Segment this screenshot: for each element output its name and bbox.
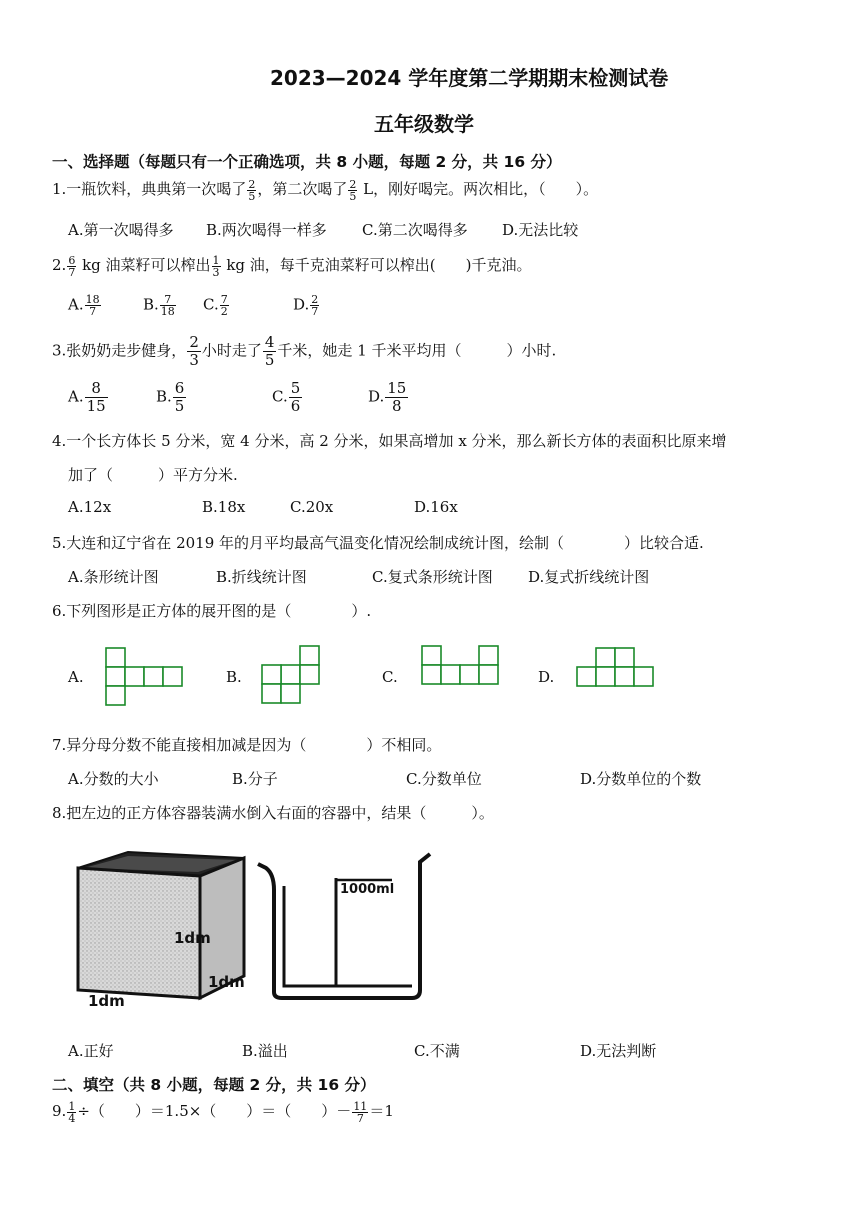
question-6: 6.下列图形是正方体的展开图的是（ ）. (52, 602, 372, 620)
question-9: 9. $\frac{1}{4}$ ÷（ ）＝1.5×（ ）＝（ ）－ $\frac{11}{7}$ ＝1 (52, 1099, 394, 1125)
section-heading-choice: 一、选择题（每题只有一个正确选项，共 8 小题，每题 2 分，共 16 分） (52, 153, 562, 171)
option[interactable]: A.12x (68, 498, 112, 516)
option[interactable]: B. $\frac{7}{18}$ (143, 293, 175, 318)
question-2: 2. $\frac{6}{7}$ kg 油菜籽可以榨出 $\frac{1}{3}$ kg 油，每千克油菜籽可以榨出( )千克油。 (52, 253, 532, 279)
page-title: 2023—2024 学年度第二学期期末检测试卷 (270, 66, 669, 90)
option-label[interactable]: B. (226, 668, 242, 686)
question-8: 8.把左边的正方体容器装满水倒入右面的容器中，结果（ ）。 (52, 804, 494, 822)
option[interactable]: C.复式条形统计图 (372, 568, 493, 586)
option[interactable]: B.折线统计图 (216, 568, 307, 586)
option[interactable]: D.复式折线统计图 (528, 568, 650, 586)
cube-height-label: 1dm (174, 929, 211, 947)
option[interactable]: B.分子 (232, 770, 278, 788)
option[interactable]: C.第二次喝得多 (362, 221, 468, 239)
option[interactable]: A.条形统计图 (68, 568, 159, 586)
beaker-capacity-label: 1000ml (340, 882, 395, 897)
question-1: 1.一瓶饮料，典典第一次喝了 $\frac{2}{5}$ ，第二次喝了 $\frac{2}{5}$ L，刚好喝完。两次相比，（ ）。 (52, 177, 599, 203)
question-4-cont: 加了（ ）平方分米. (68, 466, 238, 484)
option[interactable]: A. $\frac{8}{15}$ (68, 379, 106, 415)
option[interactable]: B. $\frac{6}{5}$ (156, 379, 185, 415)
option[interactable]: C.20x (290, 498, 334, 516)
cube-net-a (104, 646, 184, 708)
option[interactable]: C.分数单位 (406, 770, 482, 788)
option-label[interactable]: D. (538, 668, 555, 686)
question-4: 4.一个长方体长 5 分米，宽 4 分米，高 2 分米，如果高增加 x 分米，那么新长方体的表面积比原来增 (52, 432, 727, 450)
page-subtitle: 五年级数学 (374, 112, 474, 136)
cube-container-figure (70, 846, 250, 1016)
fraction: $\frac{1}{3}$ (212, 253, 220, 279)
cube-depth-label: 1dm (208, 973, 245, 991)
option-label[interactable]: A. (68, 668, 84, 686)
fraction: $\frac{2}{5}$ (349, 177, 357, 203)
question-5: 5.大连和辽宁省在 2019 年的月平均最高气温变化情况绘制成统计图，绘制（ ）比较合适. (52, 534, 704, 552)
option[interactable]: B.18x (202, 498, 246, 516)
option[interactable]: A. $\frac{18}{7}$ (68, 293, 100, 318)
fraction: $\frac{6}{7}$ (68, 253, 76, 279)
option[interactable]: A.分数的大小 (68, 770, 159, 788)
option[interactable]: D. $\frac{2}{7}$ (293, 293, 319, 318)
cube-net-d (575, 646, 655, 690)
fraction: $\frac{2}{5}$ (248, 177, 256, 203)
fraction: $\frac{11}{7}$ (353, 1099, 368, 1125)
option[interactable]: B.溢出 (242, 1042, 288, 1060)
cube-width-label: 1dm (88, 992, 125, 1010)
option[interactable]: D.无法判断 (580, 1042, 657, 1060)
cube-net-c (420, 644, 500, 688)
fraction: $\frac{2}{3}$ (189, 333, 199, 369)
option[interactable]: A.第一次喝得多 (68, 221, 174, 239)
option[interactable]: D.无法比较 (502, 221, 579, 239)
option[interactable]: C.不满 (414, 1042, 460, 1060)
option[interactable]: D. $\frac{15}{8}$ (368, 379, 407, 415)
option[interactable]: C. $\frac{7}{2}$ (203, 293, 228, 318)
fraction: $\frac{1}{4}$ (68, 1099, 76, 1125)
section-heading-fill: 二、填空（共 8 小题，每题 2 分，共 16 分） (52, 1076, 376, 1094)
question-3: 3.张奶奶走步健身， $\frac{2}{3}$ 小时走了 $\frac{4}{5}$ 千米，她走 1 千米平均用（ ）小时. (52, 333, 557, 369)
option[interactable]: A.正好 (68, 1042, 114, 1060)
cube-net-b (260, 644, 322, 706)
beaker-figure (252, 850, 438, 1008)
fraction: $\frac{4}{5}$ (264, 333, 275, 369)
option[interactable]: D.分数单位的个数 (580, 770, 702, 788)
option[interactable]: C. $\frac{5}{6}$ (272, 379, 301, 415)
option[interactable]: B.两次喝得一样多 (206, 221, 327, 239)
option[interactable]: D.16x (414, 498, 458, 516)
question-7: 7.异分母分数不能直接相加减是因为（ ）不相同。 (52, 736, 442, 754)
option-label[interactable]: C. (382, 668, 398, 686)
